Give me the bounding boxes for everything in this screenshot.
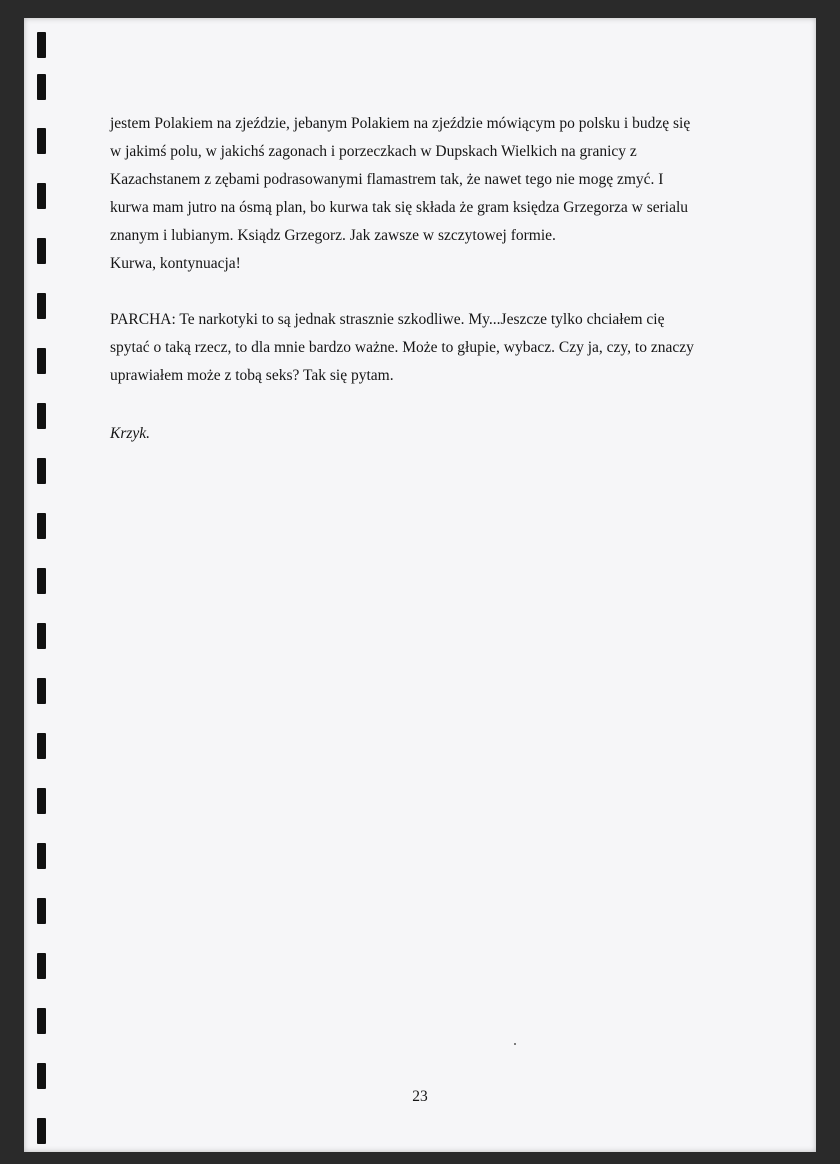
text-line: spytać o taką rzecz, to dla mnie bardzo ważne. Może to głupie, wybacz. Czy ja, czy, to znaczy <box>110 339 694 356</box>
text-line: PARCHA: Te narkotyki to są jednak strasznie szkodliwe. My...Jeszcze tylko chciałem cię <box>110 311 665 328</box>
text-line: znanym i lubianym. Ksiądz Grzegorz. Jak zawsze w szczytowej formie. <box>110 227 556 244</box>
binding-hole <box>37 403 46 429</box>
binding-hole <box>37 513 46 539</box>
binding-hole <box>37 1118 46 1144</box>
paragraph-dialogue <box>110 306 750 390</box>
binding-hole <box>37 788 46 814</box>
binding-hole <box>37 183 46 209</box>
text-line: Kazachstanem z zębami podrasowanymi flamastrem tak, że nawet tego nie mogę zmyć. I <box>110 171 664 188</box>
binding-hole <box>37 678 46 704</box>
stage-direction <box>110 420 750 448</box>
binding-hole <box>37 74 46 100</box>
binding-hole <box>37 1063 46 1089</box>
binding-hole <box>37 238 46 264</box>
binding-hole <box>37 733 46 759</box>
binding-hole <box>37 623 46 649</box>
text-line: Kurwa, kontynuacja! <box>110 255 241 272</box>
text-line: w jakimś polu, w jakichś zagonach i porzeczkach w Dupskach Wielkich na granicy z <box>110 143 637 160</box>
binding-hole <box>37 458 46 484</box>
text-line: uprawiałem może z tobą seks? Tak się pytam. <box>110 367 394 384</box>
binding-hole <box>37 953 46 979</box>
binding-hole <box>37 32 46 58</box>
paper-speck <box>514 1043 516 1045</box>
binding-hole <box>37 843 46 869</box>
binding-hole <box>37 568 46 594</box>
paragraph-monologue <box>110 110 750 278</box>
page-number: 23 <box>412 1088 428 1105</box>
binding-hole <box>37 1008 46 1034</box>
text-line: jestem Polakiem na zjeździe, jebanym Polakiem na zjeździe mówiącym po polsku i budzę się <box>110 115 691 132</box>
binding-hole <box>37 898 46 924</box>
binding-hole <box>37 348 46 374</box>
binding-hole <box>37 128 46 154</box>
stage-direction-text: Krzyk. <box>110 425 151 442</box>
binding-hole <box>37 293 46 319</box>
text-line: kurwa mam jutro na ósmą plan, bo kurwa tak się składa że gram księdza Grzegorza w serialu <box>110 199 689 216</box>
